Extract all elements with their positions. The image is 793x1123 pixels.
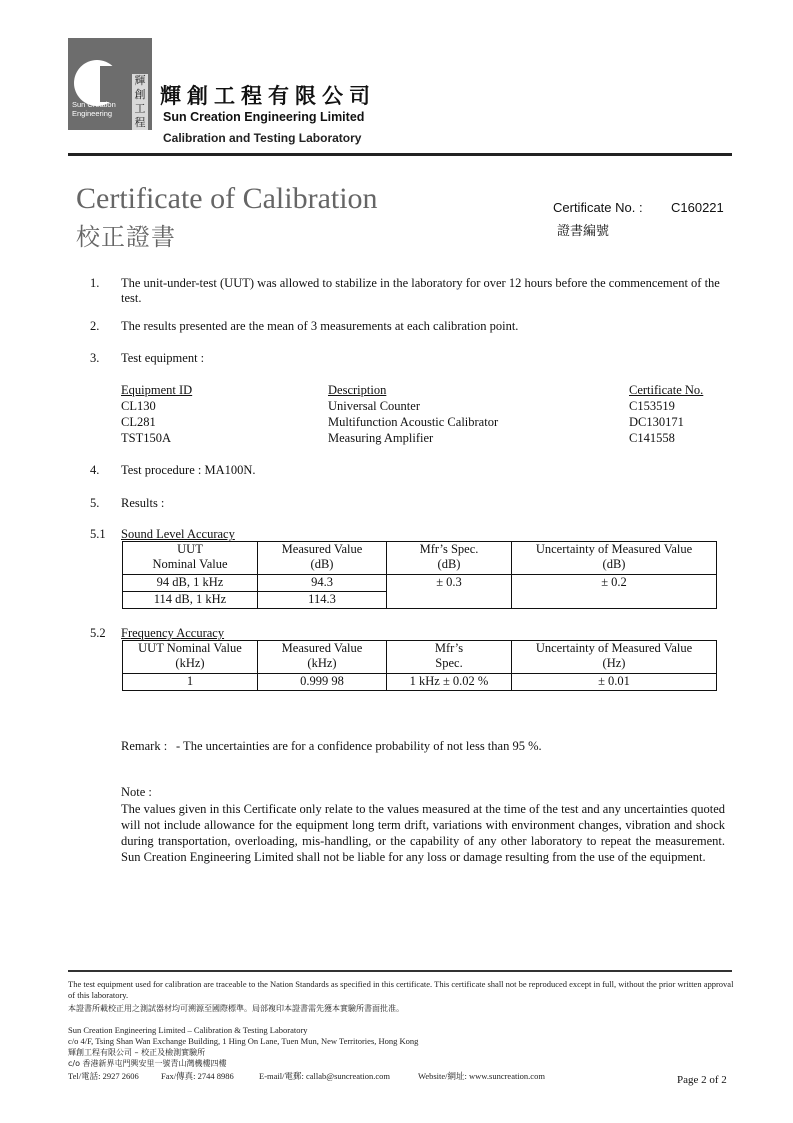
certificate-title-en: Certificate of Calibration xyxy=(76,182,378,215)
sound-level-table xyxy=(122,541,717,609)
table-header-cell: Mfr’s Spec. (dB) xyxy=(387,542,512,575)
company-name-zh: 輝創工程有限公司 xyxy=(160,84,376,108)
table-header-cell: UUT Nominal Value xyxy=(123,542,258,575)
equipment-header-description: Description xyxy=(328,383,387,397)
item-text: Results : xyxy=(121,496,165,510)
lab-name: Calibration and Testing Laboratory xyxy=(163,131,362,145)
certificate-title-zh: 校正證書 xyxy=(76,223,176,251)
table-cell: 94 dB, 1 kHz xyxy=(123,575,258,592)
table-cell: 1 xyxy=(123,674,258,691)
note-label: Note : xyxy=(121,785,152,799)
cert-no-value: C160221 xyxy=(671,200,724,215)
table-row xyxy=(123,674,717,691)
equipment-cert: C153519 xyxy=(629,399,675,413)
equipment-id: TST150A xyxy=(121,431,171,445)
equipment-description: Multifunction Acoustic Calibrator xyxy=(328,415,499,429)
traceability-statement-zh: 本證書所載校正用之測試器材均可溯源至國際標準。局部複印本證書需先獲本實驗所書面批准。 xyxy=(68,1004,404,1013)
remark-label: Remark : xyxy=(121,739,168,753)
table-header-row xyxy=(123,542,717,575)
table-cell: 114.3 xyxy=(258,592,387,609)
traceability-statement: The test equipment used for calibration are traceable to the Nation Standards as specified in this certificate. This certificate shall not be reproduced except in full, without the prior written approval of this laboratory. xyxy=(68,979,734,1000)
table-row xyxy=(123,575,717,592)
remark-text: - The uncertainties are for a confidence probability of not less than 95 %. xyxy=(176,739,542,753)
address-line: c/o 4/F, Tsing Shan Wan Exchange Building, 1 Hing On Lane, Tuen Mun, New Territories, Hong Kong xyxy=(68,1036,419,1046)
equipment-description: Measuring Amplifier xyxy=(328,431,434,445)
table-header-cell: Mfr’s Spec. xyxy=(387,641,512,674)
table-cell: 114 dB, 1 kHz xyxy=(123,592,258,609)
website-link[interactable]: Website/網址: www.suncreation.com xyxy=(418,1071,545,1081)
company-name-en: Sun Creation Engineering Limited xyxy=(163,110,365,124)
table-header-cell: UUT Nominal Value (kHz) xyxy=(123,641,258,674)
table-header-row xyxy=(123,641,717,674)
header-rule xyxy=(68,153,732,156)
table-cell: ± 0.01 xyxy=(512,674,717,691)
address-line: c/o 香港新界屯門興安里一號青山灣機樓四樓 xyxy=(68,1059,227,1068)
logo-name: Sun Creation Engineering xyxy=(72,100,116,118)
note-text: The values given in this Certificate only relate to the values measured at the time of the test and any uncertainties quoted will not include allowance for the equipment long term drift, variations with environment changes, vibration and shock during transportation, overloading, mis-handling, or the capability of any other laboratory to repeat the measurement. Sun Creation Engineering Limited shall not be liable for any loss or damage resulting from the use of the equipment. xyxy=(121,802,725,864)
equipment-header-id: Equipment ID xyxy=(121,383,193,397)
item-text: Test procedure : MA100N. xyxy=(121,463,256,477)
section-number: 5.1 xyxy=(90,527,106,541)
email: E-mail/電郵: callab@suncreation.com xyxy=(259,1071,391,1081)
fax: Fax/傳真: 2744 8986 xyxy=(161,1071,234,1081)
page-number: Page 2 of 2 xyxy=(677,1074,727,1086)
table-cell: 1 kHz ± 0.02 % xyxy=(387,674,512,691)
item-number: 1. xyxy=(90,276,100,290)
equipment-cert: DC130171 xyxy=(629,415,684,429)
table-cell: 94.3 xyxy=(258,575,387,592)
section-title: Frequency Accuracy xyxy=(121,626,225,640)
equipment-header-cert: Certificate No. xyxy=(629,383,704,397)
table-header-cell: Measured Value (dB) xyxy=(258,542,387,575)
item-text: Test equipment : xyxy=(121,351,205,365)
address-line: Sun Creation Engineering Limited – Calibration & Testing Laboratory xyxy=(68,1025,308,1035)
table-cell: ± 0.2 xyxy=(512,575,717,609)
address-line: 輝創工程有限公司 – 校正及檢測實驗所 xyxy=(68,1048,206,1057)
table-header-cell: Uncertainty of Measured Value (dB) xyxy=(512,542,717,575)
section-title: Sound Level Accuracy xyxy=(121,527,235,541)
cert-no-label: Certificate No. : xyxy=(553,200,643,215)
cert-no-label-zh: 證書編號 xyxy=(557,224,610,239)
item-text: The results presented are the mean of 3 measurements at each calibration point. xyxy=(121,319,519,333)
equipment-cert: C141558 xyxy=(629,431,675,445)
company-logo xyxy=(68,38,152,130)
table-cell: 0.999 98 xyxy=(258,674,387,691)
footer-rule xyxy=(68,970,732,972)
equipment-description: Universal Counter xyxy=(328,399,420,413)
item-number: 2. xyxy=(90,319,100,333)
equipment-id: CL281 xyxy=(121,415,156,429)
section-number: 5.2 xyxy=(90,626,106,640)
table-header-cell: Measured Value (kHz) xyxy=(258,641,387,674)
table-header-cell: Uncertainty of Measured Value (Hz) xyxy=(512,641,717,674)
logo-chinese-chars: 輝 創 工 程 xyxy=(132,74,148,130)
item-number: 5. xyxy=(90,496,100,510)
frequency-table xyxy=(122,640,717,691)
item-text: The unit-under-test (UUT) was allowed to stabilize in the laboratory for over 12 hours before the commencement of the test. xyxy=(121,276,720,305)
item-number: 3. xyxy=(90,351,100,365)
item-number: 4. xyxy=(90,463,100,477)
equipment-id: CL130 xyxy=(121,399,156,413)
table-cell: ± 0.3 xyxy=(387,575,512,609)
tel: Tel/電話: 2927 2606 xyxy=(68,1071,139,1081)
